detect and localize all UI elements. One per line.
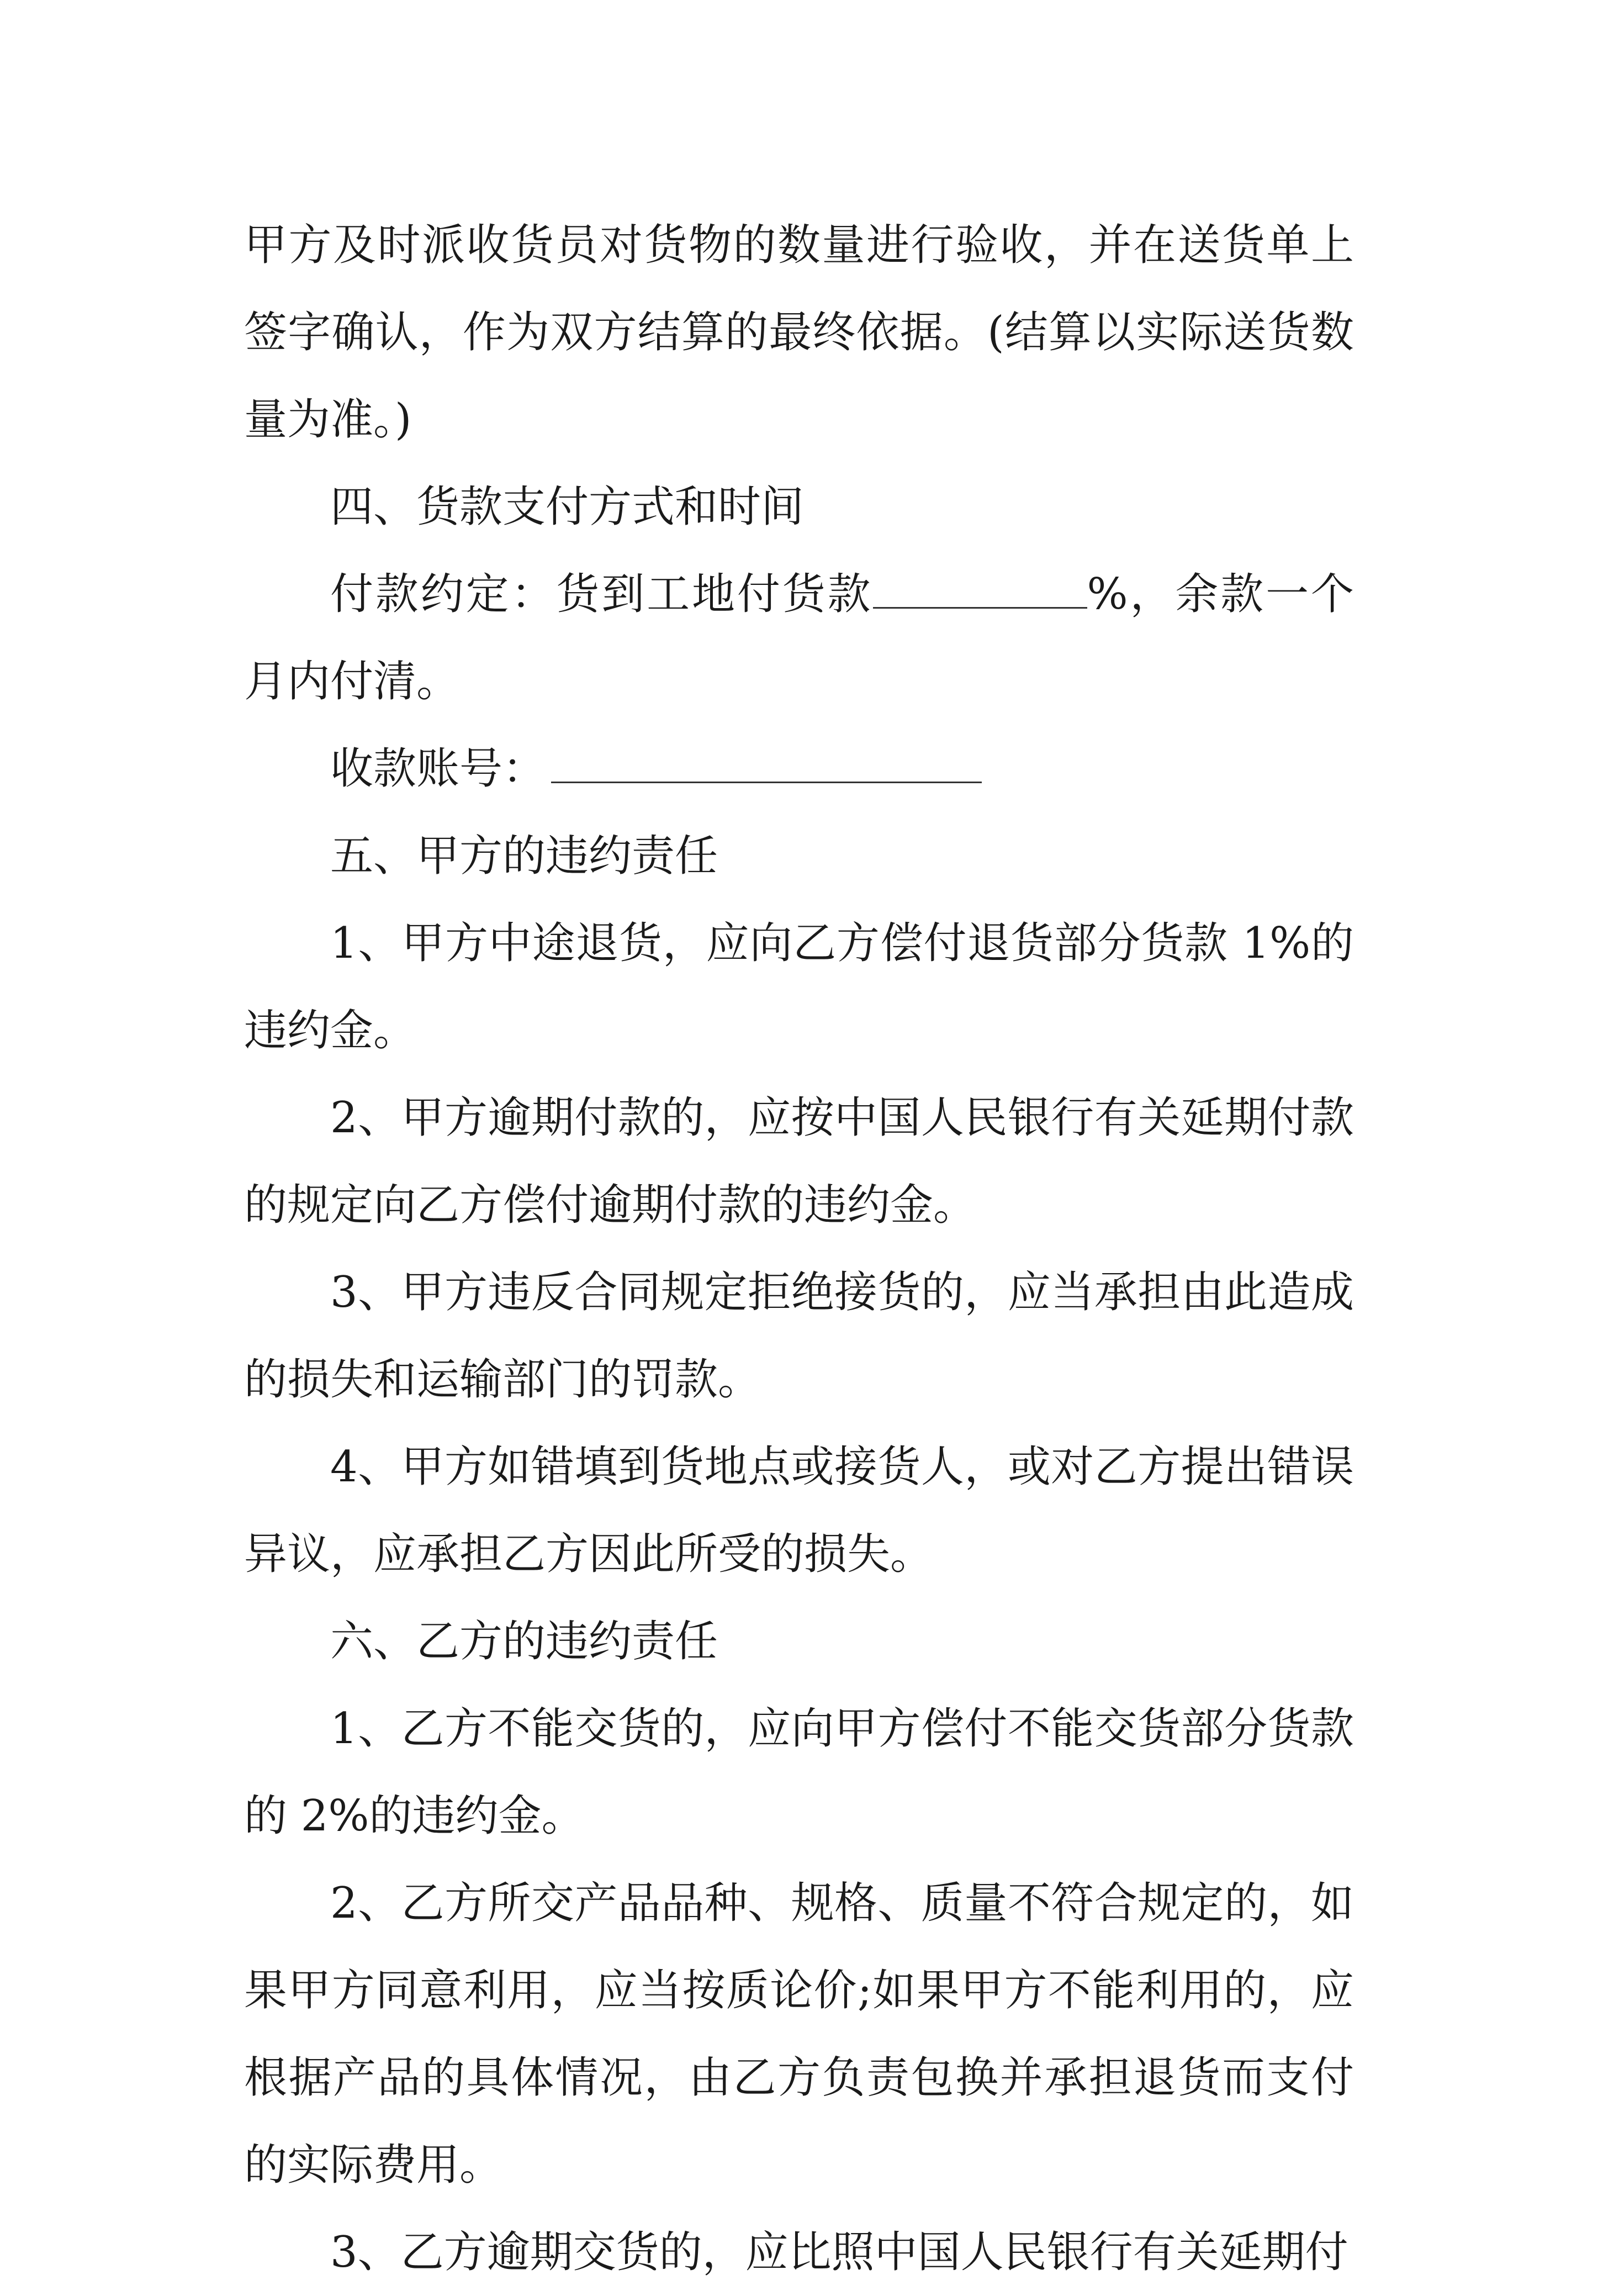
payment-percent-blank (873, 568, 1087, 609)
clause-b-3: 3、乙方逾期交货的，应比照中国人民银行有关延期付 (330, 2228, 1348, 2277)
clause-b-1: 1、乙方不能交货的，应向甲方偿付不能交货部分货款的 2%的违约金。 (244, 1704, 1354, 1841)
clause-b-2: 2、乙方所交产品品种、规格、质量不符合规定的，如果甲方同意利用，应当按质论价;如果甲方不能利用的，应根据产品的具体情况，由乙方负责包换并承担退货而支付的实际费用。 (244, 1878, 1354, 2190)
account-number-label: 收款账号： (330, 744, 546, 794)
document-body (244, 202, 1354, 2296)
clause-a-4: 4、甲方如错填到货地点或接货人，或对乙方提出错误异议，应承担乙方因此所受的损失。 (244, 1442, 1354, 1579)
paragraph-payment-terms (244, 551, 1354, 725)
paragraph-account-number (244, 725, 1354, 812)
clause-a-2: 2、甲方逾期付款的，应按中国人民银行有关延期付款的规定向乙方偿付逾期付款的违约金。 (244, 1093, 1354, 1230)
payment-terms-rest: %，余款一个月内付清。 (244, 569, 1354, 706)
account-number-blank (551, 743, 982, 783)
heading-party-a-liability: 五、甲方的违约责任 (330, 831, 718, 881)
payment-terms-label: 付款约定：货到工地付货款 (330, 569, 873, 619)
clause-a-1: 1、甲方中途退货，应向乙方偿付退货部分货款 1%的违约金。 (244, 919, 1354, 1055)
heading-payment-method: 四、货款支付方式和时间 (330, 482, 805, 532)
heading-party-b-liability: 六、乙方的违约责任 (330, 1617, 718, 1666)
paragraph-acceptance: 甲方及时派收货员对货物的数量进行验收，并在送货单上签字确认，作为双方结算的最终依据。(结算以实际送货数量为准。) (244, 220, 1354, 445)
clause-a-3: 3、甲方违反合同规定拒绝接货的，应当承担由此造成的损失和运输部门的罚款。 (244, 1268, 1354, 1405)
